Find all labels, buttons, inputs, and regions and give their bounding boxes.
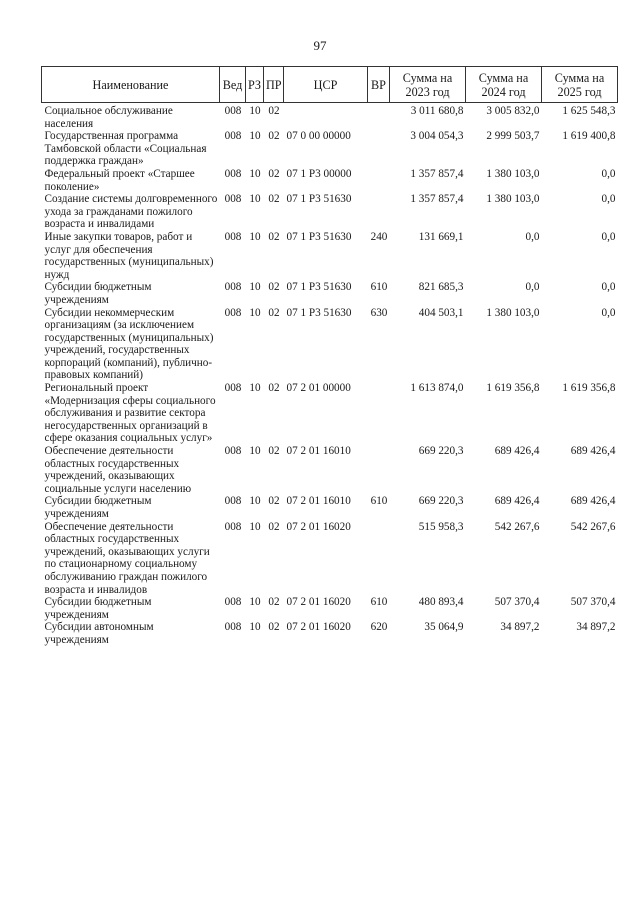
row-vr-cell — [368, 168, 390, 193]
row-csr-cell: 07 2 01 16010 — [286, 445, 351, 458]
row-name-cell: Субсидии некоммерческим организациям (за исключением государственных (муниципальных) учреждений, государственных корпораций (компаний), публично-правовых компаний) — [44, 306, 214, 382]
row-sum-2025-cell: 689 426,4 — [570, 445, 616, 458]
row-ved-cell: 008 — [224, 621, 242, 634]
row-csr-cell: 07 2 01 16020 — [286, 520, 351, 533]
row-pr-cell: 02 — [268, 596, 280, 609]
row-sum-2023-cell: 35 064,9 — [424, 621, 464, 634]
row-sum-2025-cell: 1 619 356,8 — [562, 382, 616, 395]
row-sum-2024-cell: 1 619 356,8 — [486, 382, 540, 395]
row-sum-2024-cell: 3 005 832,0 — [486, 105, 540, 117]
row-sum-2023-cell: 669 220,3 — [418, 495, 464, 508]
row-csr-cell: 07 2 01 00000 — [286, 382, 351, 395]
row-rz-cell: 10 — [249, 596, 261, 609]
row-rz-cell: 10 — [249, 167, 261, 180]
column-header-csr: ЦСР — [284, 67, 368, 103]
row-pr-cell: 02 — [268, 281, 280, 294]
row-sum-2024-cell: 1 380 103,0 — [486, 167, 540, 180]
row-name-cell: Субсидии автономным учреждениям — [44, 621, 154, 646]
row-name-cell: Субсидии бюджетным учреждениям — [44, 596, 152, 621]
row-rz-cell: 10 — [249, 193, 261, 206]
table-row — [42, 596, 618, 621]
row-ved-cell: 008 — [224, 105, 242, 117]
row-sum-2023-cell: 669 220,3 — [418, 445, 464, 458]
table-body — [42, 103, 618, 647]
table-row — [42, 231, 618, 281]
row-vr-cell — [368, 445, 390, 495]
row-sum-2024-cell: 689 426,4 — [494, 495, 540, 508]
row-sum-2025-cell: 1 625 548,3 — [562, 105, 616, 117]
row-csr-cell — [284, 103, 368, 131]
row-sum-2024-cell: 1 380 103,0 — [486, 306, 540, 319]
row-pr-cell: 02 — [268, 193, 280, 206]
table-row — [42, 130, 618, 168]
column-header-sum-2023: Сумма на 2023 год — [390, 67, 466, 103]
row-rz-cell: 10 — [249, 281, 261, 294]
table-row — [42, 521, 618, 597]
row-ved-cell: 008 — [224, 167, 242, 180]
row-vr-cell — [368, 193, 390, 231]
table-row — [42, 168, 618, 193]
row-csr-cell: 07 1 P3 51630 — [286, 306, 352, 319]
table-row — [42, 445, 618, 495]
row-csr-cell: 07 2 01 16020 — [286, 621, 351, 634]
row-ved-cell: 008 — [224, 230, 242, 243]
row-sum-2024-cell: 0,0 — [525, 230, 540, 243]
row-rz-cell: 10 — [249, 130, 261, 143]
row-csr-cell: 07 1 P3 51630 — [286, 193, 352, 206]
table-row — [42, 382, 618, 445]
column-header-name: Наименование — [42, 67, 220, 103]
row-vr-cell: 630 — [370, 306, 388, 319]
row-name-cell: Иные закупки товаров, работ и услуг для обеспечения государственных (муниципальных) нужд — [44, 230, 214, 281]
column-header-pr: ПР — [264, 67, 284, 103]
row-sum-2023-cell: 131 669,1 — [418, 230, 464, 243]
row-rz-cell: 10 — [249, 382, 261, 395]
column-header-rz: РЗ — [246, 67, 264, 103]
row-ved-cell: 008 — [224, 445, 242, 458]
row-sum-2023-cell: 480 893,4 — [418, 596, 464, 609]
page-number: 97 — [313, 38, 327, 53]
row-sum-2023-cell: 515 958,3 — [418, 520, 464, 533]
row-rz-cell: 10 — [249, 495, 261, 508]
column-header-ved: Вед — [220, 67, 246, 103]
row-vr-cell — [368, 130, 390, 168]
row-vr-cell: 620 — [370, 621, 388, 634]
row-sum-2023-cell: 1 357 857,4 — [410, 193, 464, 206]
table-row — [42, 103, 618, 131]
row-pr-cell: 02 — [268, 520, 280, 533]
row-pr-cell: 02 — [268, 105, 280, 117]
row-name-cell: Создание системы долговременного ухода за гражданами пожилого возраста и инвалидами — [44, 193, 218, 231]
row-vr-cell: 610 — [370, 596, 388, 609]
row-name-cell: Обеспечение деятельности областных государственных учреждений, оказывающих услуги по стационарному социальному обслуживанию граждан пожилого возраста и инвалидов — [44, 520, 210, 596]
table-row — [42, 621, 618, 646]
row-rz-cell: 10 — [249, 230, 261, 243]
row-vr-cell — [368, 521, 390, 597]
row-sum-2023-cell: 821 685,3 — [418, 281, 464, 294]
row-sum-2024-cell: 34 897,2 — [500, 621, 540, 634]
table-row — [42, 193, 618, 231]
row-sum-2023-cell: 3 004 054,3 — [410, 130, 464, 143]
row-pr-cell: 02 — [268, 306, 280, 319]
row-vr-cell — [368, 103, 390, 131]
row-sum-2025-cell: 0,0 — [601, 193, 616, 206]
row-rz-cell: 10 — [249, 306, 261, 319]
row-csr-cell: 07 2 01 16020 — [286, 596, 351, 609]
row-ved-cell: 008 — [224, 281, 242, 294]
row-csr-cell: 07 1 P3 00000 — [286, 167, 352, 180]
table-row — [42, 307, 618, 383]
row-rz-cell: 10 — [249, 445, 261, 458]
row-name-cell: Федеральный проект «Старшее поколение» — [44, 167, 195, 193]
row-pr-cell: 02 — [268, 495, 280, 508]
budget-table — [41, 66, 618, 647]
table-row — [42, 281, 618, 306]
row-pr-cell: 02 — [268, 445, 280, 458]
column-header-sum-2025: Сумма на 2025 год — [542, 67, 618, 103]
row-vr-cell: 610 — [370, 281, 388, 294]
row-sum-2025-cell: 689 426,4 — [570, 495, 616, 508]
row-sum-2024-cell: 0,0 — [525, 281, 540, 294]
row-sum-2025-cell: 0,0 — [601, 306, 616, 319]
table-header-row — [42, 67, 618, 103]
row-sum-2024-cell: 507 370,4 — [494, 596, 540, 609]
row-csr-cell: 07 1 P3 51630 — [286, 230, 352, 243]
row-vr-cell: 610 — [370, 495, 388, 508]
row-pr-cell: 02 — [268, 621, 280, 634]
row-sum-2025-cell: 542 267,6 — [570, 520, 616, 533]
row-sum-2025-cell: 507 370,4 — [570, 596, 616, 609]
row-vr-cell — [368, 382, 390, 445]
row-sum-2023-cell: 404 503,1 — [418, 306, 464, 319]
row-sum-2024-cell: 2 999 503,7 — [486, 130, 540, 143]
row-csr-cell: 07 0 00 00000 — [286, 130, 351, 143]
row-sum-2025-cell: 0,0 — [601, 230, 616, 243]
row-sum-2023-cell: 1 613 874,0 — [410, 382, 464, 395]
row-sum-2025-cell: 1 619 400,8 — [562, 130, 616, 143]
row-pr-cell: 02 — [268, 230, 280, 243]
row-sum-2023-cell: 1 357 857,4 — [410, 167, 464, 180]
row-ved-cell: 008 — [224, 596, 242, 609]
table-row — [42, 495, 618, 520]
row-ved-cell: 008 — [224, 306, 242, 319]
row-name-cell: Государственная программа Тамбовской области «Социальная поддержка граждан» — [44, 130, 207, 168]
row-sum-2025-cell: 0,0 — [601, 281, 616, 294]
row-pr-cell: 02 — [268, 382, 280, 395]
row-ved-cell: 008 — [224, 520, 242, 533]
row-rz-cell: 10 — [249, 621, 261, 634]
row-ved-cell: 008 — [224, 382, 242, 395]
column-header-sum-2024: Сумма на 2024 год — [466, 67, 542, 103]
row-sum-2023-cell: 3 011 680,8 — [410, 105, 464, 117]
row-vr-cell: 240 — [370, 230, 388, 243]
row-pr-cell: 02 — [268, 167, 280, 180]
row-pr-cell: 02 — [268, 130, 280, 143]
row-rz-cell: 10 — [249, 520, 261, 533]
row-ved-cell: 008 — [224, 130, 242, 143]
row-sum-2025-cell: 0,0 — [601, 167, 616, 180]
row-sum-2024-cell: 542 267,6 — [494, 520, 540, 533]
row-csr-cell: 07 1 P3 51630 — [286, 281, 352, 294]
row-rz-cell: 10 — [249, 105, 261, 117]
row-name-cell: Социальное обслуживание населения — [44, 105, 173, 130]
row-sum-2024-cell: 1 380 103,0 — [486, 193, 540, 206]
row-csr-cell: 07 2 01 16010 — [286, 495, 351, 508]
row-name-cell: Субсидии бюджетным учреждениям — [44, 281, 152, 306]
row-ved-cell: 008 — [224, 193, 242, 206]
row-ved-cell: 008 — [224, 495, 242, 508]
row-name-cell: Обеспечение деятельности областных государственных учреждений, оказывающих социальные услуги населению — [44, 445, 192, 495]
row-name-cell: Региональный проект «Модернизация сферы социального обслуживания и развитие сектора негосударственных организаций в сфере оказания социальных услуг» — [44, 382, 216, 445]
column-header-vr: ВР — [368, 67, 390, 103]
row-name-cell: Субсидии бюджетным учреждениям — [44, 495, 152, 520]
row-sum-2024-cell: 689 426,4 — [494, 445, 540, 458]
row-sum-2025-cell: 34 897,2 — [576, 621, 616, 634]
